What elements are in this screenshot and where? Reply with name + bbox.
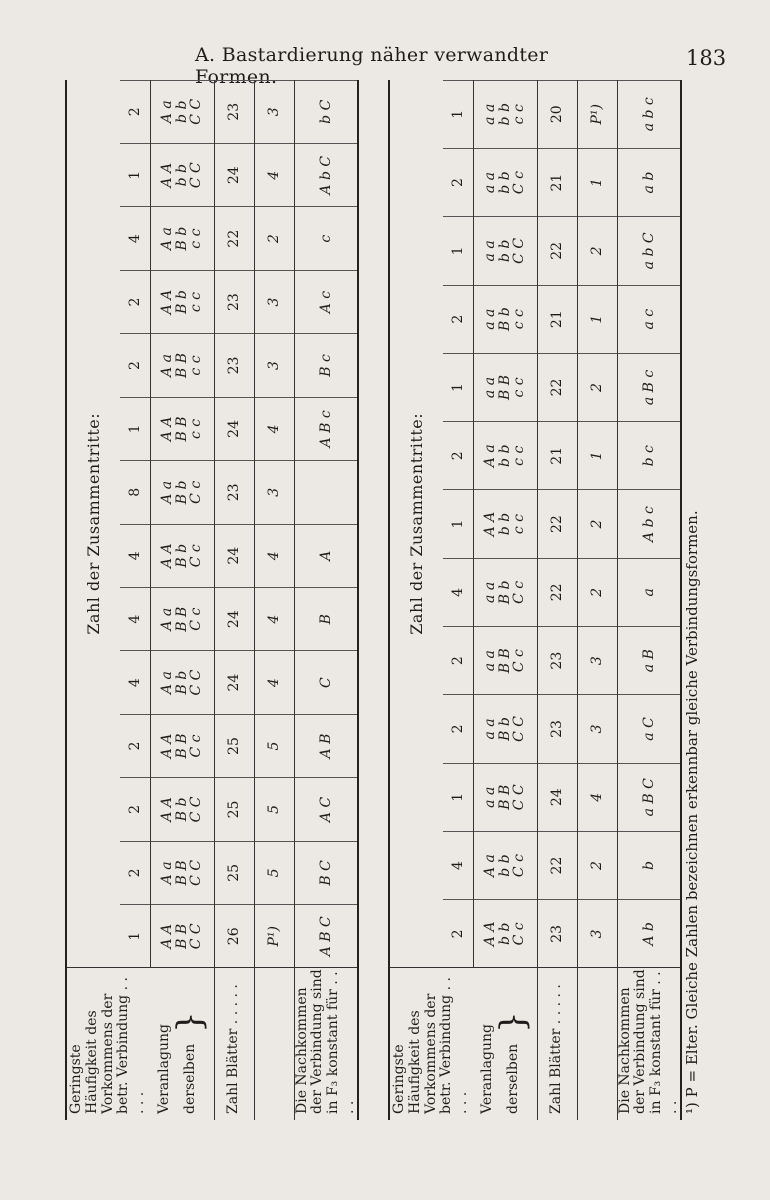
leaves-cell: 24	[214, 587, 254, 650]
frequency-cell: 4	[120, 587, 150, 650]
offspring-cell: a c	[617, 285, 681, 353]
leaves-cell: 24	[214, 397, 254, 460]
label-empty	[577, 968, 617, 1120]
offspring-cell: A B c	[294, 397, 358, 460]
running-header: A. Bastardierung näher verwandter Formen.	[195, 44, 549, 88]
count-cell: 4	[254, 397, 294, 460]
genotype-line: C c	[511, 649, 528, 673]
genotype-cell	[473, 422, 537, 490]
leaves-cell: 23	[537, 695, 577, 763]
frequency-cell: 1	[120, 905, 150, 968]
genotype-line: B b	[496, 717, 513, 741]
count-cell: P¹)	[254, 905, 294, 968]
genotype-line: C C	[511, 237, 528, 264]
offspring-cell: B c	[294, 334, 358, 397]
offspring-cell: A c	[294, 270, 358, 333]
frequency-cell: 2	[120, 778, 150, 841]
genotype-cell	[150, 905, 214, 968]
leaves-cell: 23	[214, 334, 254, 397]
genotype-line: a a	[481, 308, 498, 330]
genotype-line: C C	[188, 923, 205, 950]
frequency-cell: 4	[120, 207, 150, 270]
offspring-cell	[294, 461, 358, 524]
genotype-line: C c	[188, 480, 205, 504]
genotype-line: C C	[188, 98, 205, 125]
genotype-line: C C	[188, 859, 205, 886]
genotype-line: A a	[481, 444, 498, 468]
leaves-cell: 25	[214, 841, 254, 904]
count-cell: 3	[577, 900, 617, 968]
genotype-cell	[473, 627, 537, 695]
frequency-cell: 4	[443, 831, 473, 899]
genotype-line: C C	[511, 716, 528, 742]
zahl-header: Zahl der Zusammentritte:	[84, 412, 103, 635]
genotype-line: A a	[481, 854, 498, 878]
genotype-cell	[150, 397, 214, 460]
genotype-line: A a	[158, 861, 175, 885]
genotype-cell	[473, 695, 537, 763]
offspring-cell: b	[617, 831, 681, 899]
count-cell: 3	[577, 695, 617, 763]
genotype-cell	[473, 217, 537, 285]
genotype-line: a a	[481, 786, 498, 808]
genotype-line: C c	[511, 171, 528, 195]
rotated-table-block	[65, 80, 705, 1120]
leaves-cell: 21	[537, 422, 577, 490]
genotype-row	[150, 80, 214, 1120]
genotype-cell	[473, 80, 537, 148]
offspring-cell: A b C	[294, 144, 358, 207]
count-cell: 4	[254, 524, 294, 587]
frequency-cell: 4	[120, 524, 150, 587]
genotype-cell	[473, 285, 537, 353]
genotype-line: B b	[173, 797, 190, 822]
frequency-cell: 1	[443, 80, 473, 148]
leaves-cell: 24	[214, 144, 254, 207]
offspring-cell: A	[294, 524, 358, 587]
count-cell: 1	[577, 422, 617, 490]
genotype-line: c c	[511, 445, 528, 466]
frequency-cell: 2	[443, 900, 473, 968]
frequency-cell: 4	[120, 651, 150, 714]
label-leaves: Zahl Blätter . . . . .	[537, 968, 577, 1120]
genotype-line: B b	[496, 580, 513, 605]
genotype-line: B b	[173, 670, 190, 695]
header-row	[389, 80, 443, 1120]
count-cell: 2	[577, 831, 617, 899]
offspring-row	[617, 80, 681, 1120]
frequency-cell: 2	[443, 148, 473, 216]
genotype-line: A a	[158, 354, 175, 377]
genotype-line: B B	[173, 352, 190, 379]
count-cell: P¹)	[577, 80, 617, 148]
count-cell: 1	[577, 285, 617, 353]
genotype-cell	[473, 831, 537, 899]
genotype-line: C c	[511, 854, 528, 878]
genotype-line: A a	[158, 100, 175, 124]
label-genotype-text: Veranlagung derselben	[155, 1024, 198, 1114]
genotype-line: C c	[511, 580, 528, 604]
offspring-cell: A C	[294, 778, 358, 841]
genotype-line: c c	[188, 355, 205, 376]
brace-icon: }	[169, 1011, 210, 1044]
genotype-line: b b	[496, 103, 513, 126]
offspring-cell: c	[294, 207, 358, 270]
count-cell: 2	[577, 490, 617, 558]
leaves-cell: 24	[214, 524, 254, 587]
genotype-cell	[150, 841, 214, 904]
frequency-cell: 2	[443, 627, 473, 695]
offspring-cell: B C	[294, 841, 358, 904]
genotype-line: A A	[481, 511, 498, 537]
genotype-cell	[150, 778, 214, 841]
genotype-line: c c	[188, 228, 205, 249]
count-row	[577, 80, 617, 1120]
frequency-cell: 1	[443, 490, 473, 558]
genotype-line: C C	[188, 162, 205, 189]
genotype-line: C C	[188, 796, 205, 823]
frequency-cell: 2	[120, 80, 150, 143]
leaves-cell: 24	[537, 763, 577, 831]
count-cell: 4	[254, 651, 294, 714]
offspring-cell: a B c	[617, 353, 681, 421]
genotype-line: A A	[158, 162, 175, 188]
leaves-row	[537, 80, 577, 1120]
frequency-row	[120, 80, 150, 1120]
count-cell: 3	[577, 627, 617, 695]
offspring-cell: A B C	[294, 905, 358, 968]
leaves-cell: 22	[537, 353, 577, 421]
count-cell: 3	[254, 80, 294, 143]
frequency-cell: 8	[120, 461, 150, 524]
genotype-cell	[150, 270, 214, 333]
genotype-cell	[473, 763, 537, 831]
table-1	[65, 80, 359, 1120]
genotype-line: b b	[496, 922, 513, 946]
genotype-line: A a	[158, 227, 175, 251]
frequency-cell: 2	[443, 285, 473, 353]
count-cell: 5	[254, 778, 294, 841]
frequency-cell: 1	[120, 144, 150, 207]
genotype-line: A a	[158, 480, 175, 504]
genotype-line: C c	[188, 544, 205, 568]
genotype-line: c c	[511, 514, 528, 535]
leaves-cell: 26	[214, 905, 254, 968]
leaves-cell: 23	[214, 270, 254, 333]
count-cell: 2	[577, 353, 617, 421]
leaves-cell: 24	[214, 651, 254, 714]
leaves-cell: 25	[214, 714, 254, 777]
leaves-cell: 20	[537, 80, 577, 148]
frequency-cell: 2	[443, 422, 473, 490]
zahl-header: Zahl der Zusammentritte:	[407, 412, 426, 635]
label-genotype-text: Veranlagung derselben	[478, 1024, 521, 1114]
genotype-line: A A	[481, 921, 498, 947]
frequency-cell: 1	[443, 217, 473, 285]
genotype-line: C c	[188, 607, 205, 631]
genotype-line: A A	[158, 797, 175, 822]
genotype-line: C C	[188, 669, 205, 696]
count-cell: 5	[254, 714, 294, 777]
genotype-line: A A	[158, 543, 175, 569]
genotype-cell	[150, 334, 214, 397]
genotype-line: c c	[511, 377, 528, 398]
genotype-line: a a	[481, 103, 498, 125]
label-offspring: Die Nachkommen der Verbindung sind in F₃ konstant für . . . .	[617, 968, 681, 1120]
genotype-cell	[473, 558, 537, 626]
genotype-cell	[150, 524, 214, 587]
frequency-cell: 2	[443, 695, 473, 763]
leaves-cell: 23	[537, 900, 577, 968]
leaves-cell: 25	[214, 778, 254, 841]
genotype-line: b b	[496, 512, 513, 536]
offspring-row	[294, 80, 358, 1120]
label-frequency: Geringste Häufigkeit des Vorkommens der betr. Verbindung . . . . .	[66, 968, 150, 1120]
genotype-cell	[150, 651, 214, 714]
genotype-line: C c	[188, 734, 205, 758]
genotype-line: b b	[496, 171, 513, 194]
leaves-cell: 21	[537, 148, 577, 216]
genotype-line: a a	[481, 376, 498, 399]
count-cell: 3	[254, 270, 294, 333]
frequency-cell: 1	[443, 763, 473, 831]
genotype-line: A a	[158, 607, 175, 631]
leaves-cell: 21	[537, 285, 577, 353]
label-offspring: Die Nachkommen der Verbindung sind in F₃ konstant für . . . .	[294, 968, 358, 1120]
genotype-line: a a	[481, 650, 498, 672]
leaves-cell: 22	[537, 831, 577, 899]
genotype-line: c c	[188, 418, 205, 439]
genotype-line: A A	[158, 289, 175, 315]
count-cell: 2	[577, 217, 617, 285]
genotype-line: c c	[188, 292, 205, 313]
leaves-row	[214, 80, 254, 1120]
offspring-cell: B	[294, 587, 358, 650]
genotype-line: B B	[496, 648, 513, 674]
count-cell: 2	[254, 207, 294, 270]
genotype-line: b b	[496, 854, 513, 877]
genotype-line: A A	[158, 923, 175, 949]
offspring-cell: a B C	[617, 763, 681, 831]
genotype-cell	[150, 714, 214, 777]
genotype-cell	[150, 144, 214, 207]
offspring-cell: a b	[617, 148, 681, 216]
offspring-cell: a b C	[617, 217, 681, 285]
genotype-cell	[473, 900, 537, 968]
frequency-row	[443, 80, 473, 1120]
genotype-line: B b	[173, 480, 190, 505]
frequency-cell: 4	[443, 558, 473, 626]
offspring-cell: A B	[294, 714, 358, 777]
genotype-line: a a	[481, 718, 498, 740]
genotype-line: b b	[173, 100, 190, 123]
header-row	[66, 80, 120, 1120]
genotype-line: B B	[173, 606, 190, 632]
genotype-line: a a	[481, 240, 498, 262]
genotype-cell	[150, 80, 214, 143]
genotype-line: b b	[173, 164, 190, 187]
offspring-cell: a C	[617, 695, 681, 763]
brace-icon: }	[492, 1011, 533, 1044]
genotype-line: A A	[158, 416, 175, 442]
offspring-cell: A b	[617, 900, 681, 968]
genotype-line: A a	[158, 671, 175, 695]
genotype-line: b b	[496, 239, 513, 263]
label-frequency: Geringste Häufigkeit des Vorkommens der betr. Verbindung . . . . .	[389, 968, 473, 1120]
genotype-cell	[473, 490, 537, 558]
footnote: ¹) P = Elter. Gleiche Zahlen bezeichnen erkennbar gleiche Verbindungsformen.	[683, 510, 701, 1114]
genotype-line: C C	[511, 784, 528, 811]
frequency-cell: 1	[443, 353, 473, 421]
genotype-line: B b	[173, 290, 190, 314]
table-2	[388, 80, 682, 1120]
genotype-cell	[473, 353, 537, 421]
genotype-line: B b	[496, 307, 513, 332]
genotype-line: B B	[173, 416, 190, 442]
offspring-cell: b C	[294, 80, 358, 143]
count-cell: 5	[254, 841, 294, 904]
genotype-line: a a	[481, 172, 498, 194]
count-cell: 4	[254, 587, 294, 650]
genotype-cell	[150, 207, 214, 270]
genotype-line: a a	[481, 581, 498, 603]
count-row	[254, 80, 294, 1120]
frequency-cell: 2	[120, 270, 150, 333]
leaves-cell: 23	[537, 627, 577, 695]
count-cell: 3	[254, 461, 294, 524]
genotype-line: A A	[158, 733, 175, 759]
frequency-cell: 2	[120, 334, 150, 397]
genotype-cell	[150, 461, 214, 524]
frequency-cell: 2	[120, 841, 150, 904]
label-leaves: Zahl Blätter . . . . .	[214, 968, 254, 1120]
offspring-cell: A b c	[617, 490, 681, 558]
genotype-line: B B	[496, 784, 513, 810]
genotype-line: B B	[173, 923, 190, 949]
genotype-line: B B	[173, 860, 190, 886]
leaves-cell: 23	[214, 80, 254, 143]
leaves-cell: 23	[214, 461, 254, 524]
genotype-line: B b	[173, 226, 190, 251]
genotype-line: C c	[511, 922, 528, 946]
leaves-cell: 22	[537, 490, 577, 558]
genotype-line: c c	[511, 104, 528, 125]
offspring-cell: a b c	[617, 80, 681, 148]
genotype-line: B B	[173, 733, 190, 759]
count-cell: 4	[577, 763, 617, 831]
frequency-cell: 2	[120, 714, 150, 777]
offspring-cell: C	[294, 651, 358, 714]
offspring-cell: a B	[617, 627, 681, 695]
genotype-line: B B	[496, 374, 513, 400]
page-number: 183	[686, 46, 727, 70]
leaves-cell: 22	[537, 558, 577, 626]
genotype-line: b b	[496, 444, 513, 467]
offspring-cell: a	[617, 558, 681, 626]
genotype-line: c c	[511, 309, 528, 330]
genotype-line: B b	[173, 543, 190, 568]
count-cell: 4	[254, 144, 294, 207]
genotype-cell	[473, 148, 537, 216]
label-genotype	[150, 968, 214, 1120]
count-cell: 1	[577, 148, 617, 216]
leaves-cell: 22	[537, 217, 577, 285]
frequency-cell: 1	[120, 397, 150, 460]
count-cell: 3	[254, 334, 294, 397]
label-genotype	[473, 968, 537, 1120]
leaves-cell: 22	[214, 207, 254, 270]
count-cell: 2	[577, 558, 617, 626]
offspring-cell: b c	[617, 422, 681, 490]
genotype-cell	[150, 587, 214, 650]
label-empty	[254, 968, 294, 1120]
genotype-row	[473, 80, 537, 1120]
